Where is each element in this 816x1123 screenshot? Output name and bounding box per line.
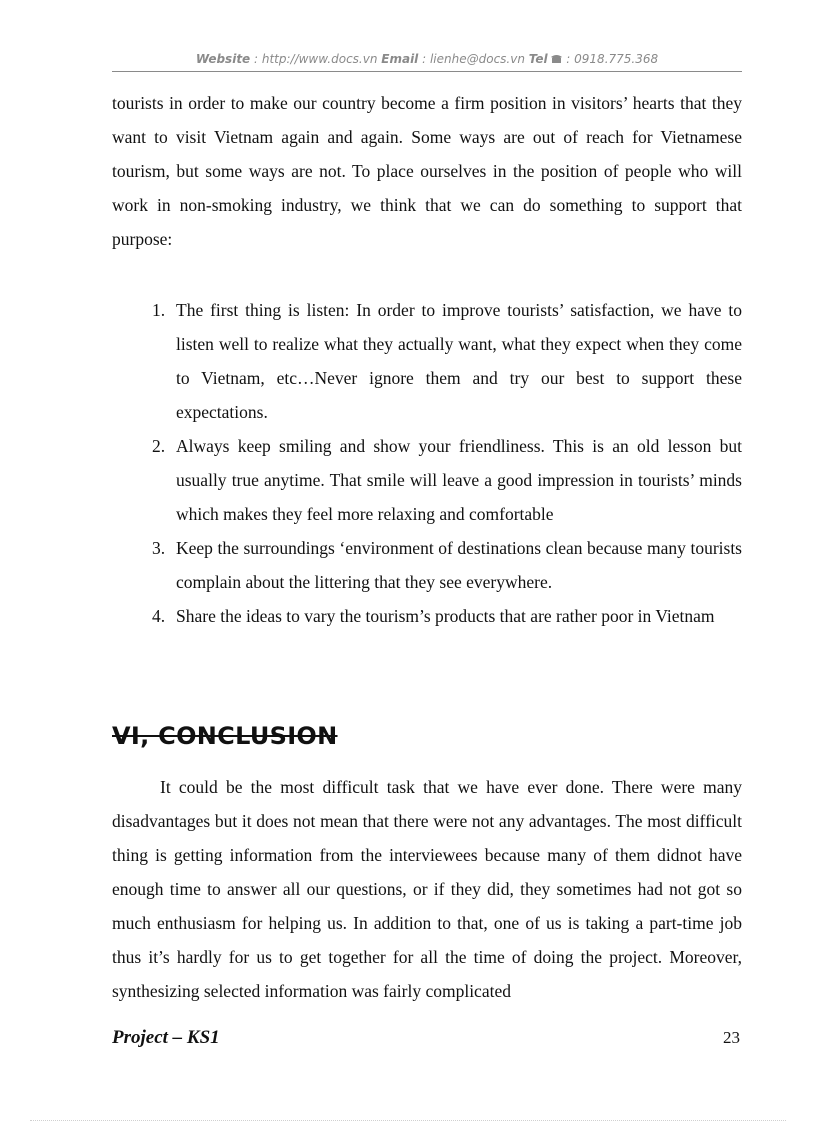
list-item-text: Always keep smiling and show your friendliness. This is an old lesson but usually true anytime. That smile will leave a good impression in tourists’ minds which makes they feel more relaxing and comfortable bbox=[176, 436, 742, 524]
list-item-number: 2. bbox=[152, 436, 166, 456]
list-item bbox=[112, 429, 742, 531]
website-value: : http://www.docs.vn bbox=[250, 52, 382, 66]
list-item-number: 1. bbox=[152, 300, 166, 320]
list-item bbox=[112, 599, 742, 633]
header-divider bbox=[112, 71, 742, 72]
tel-label: Tel bbox=[528, 52, 548, 66]
list-item-number: 3. bbox=[152, 538, 166, 558]
list-item bbox=[112, 293, 742, 429]
list-item-text: Share the ideas to vary the tourism’s products that are rather poor in Vietnam bbox=[176, 606, 715, 626]
section-heading: VI, CONCLUSION bbox=[112, 722, 338, 750]
email-label: Email bbox=[381, 52, 419, 66]
list-item-text: Keep the surroundings ‘environment of destinations clean because many tourists complain about the littering that they see everywhere. bbox=[176, 538, 742, 592]
intro-paragraph: tourists in order to make our country become a firm position in visitors’ hearts that they want to visit Vietnam again and again. Some ways are out of reach for Vietnamese tourism, but some ways are not. To place ourselves in the position of people who will work in non-smoking industry, we think that we can do something to support that purpose: bbox=[112, 93, 742, 249]
conclusion-paragraph: It could be the most difficult task that we have ever done. There were many disadvantages but it does not mean that there were not any advantages. The most difficult thing is getting information from the interviewees because many of them didnot have enough time to answer all our questions, or if they did, they sometimes had not got so much enthusiasm for helping us. In addition to that, one of us is taking a part-time job thus it’s hardly for us to get together for all the time of doing the project. Moreover, synthesizing selected information was fairly complicated bbox=[112, 777, 742, 1001]
page-header bbox=[112, 52, 742, 72]
page-bottom-border bbox=[30, 1120, 786, 1121]
footer-project-label: Project – KS1 bbox=[112, 1027, 220, 1048]
list-item bbox=[112, 531, 742, 599]
page-number: 23 bbox=[723, 1028, 740, 1047]
numbered-list bbox=[112, 293, 742, 633]
email-value: : lienhe@docs.vn bbox=[418, 52, 529, 66]
website-label: Website bbox=[195, 52, 251, 66]
tel-value: : 0918.775.368 bbox=[562, 52, 659, 66]
list-item-number: 4. bbox=[152, 606, 166, 626]
phone-icon bbox=[551, 54, 562, 64]
list-item-text: The first thing is listen: In order to improve tourists’ satisfaction, we have to listen well to realize what they actually want, what they expect when they come to Vietnam, etc…Never ignore them and try our best to support these expectations. bbox=[176, 300, 742, 422]
